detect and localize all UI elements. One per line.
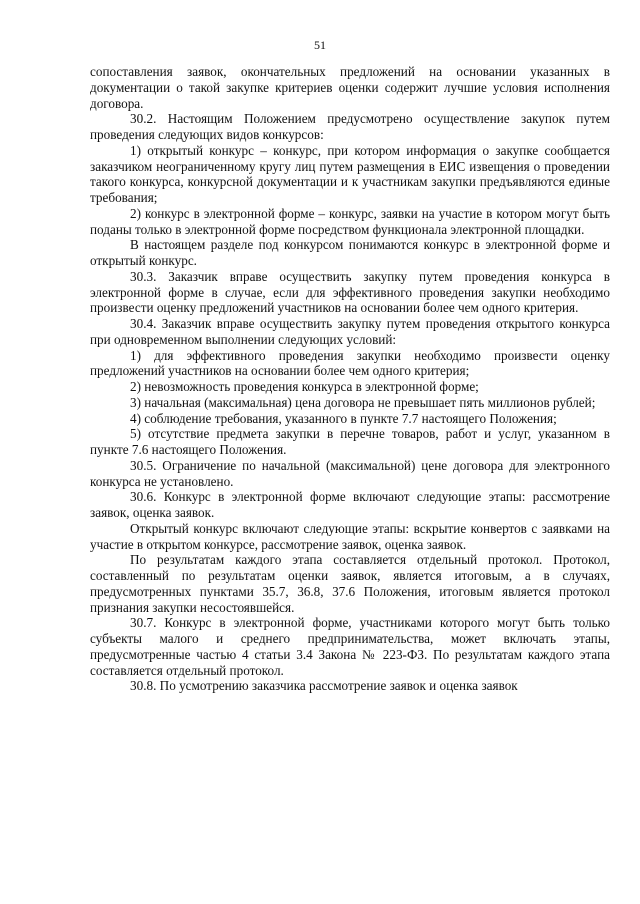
- paragraph: 2) невозможность проведения конкурса в электронной форме;: [130, 379, 479, 394]
- paragraph: 1) для эффективного проведения закупки необходимо произвести оценку предложений участников на основании более чем одного критерия;: [90, 347, 610, 379]
- paragraph: 30.8. По усмотрению заказчика рассмотрение заявок и оценка заявок: [130, 678, 518, 694]
- paragraph: 30.2. Настоящим Положением предусмотрено осуществление закупок путем проведения следующих видов конкурсов:: [90, 111, 610, 142]
- body-text: [90, 64, 610, 694]
- paragraph: сопоставления заявок, окончательных предложений на основании указанных в документации о такой закупке критериев оценки содержит лучшие условия исполнения договора.: [90, 64, 610, 111]
- paragraph: 30.7. Конкурс в электронной форме, участниками которого могут быть только субъекты малого и среднего предпринимательства, может включать этапы, предусмотренные частью 4 статьи 3.4 Закона № 223-ФЗ. По результатам каждого этапа составляется отдельный протокол.: [90, 615, 610, 678]
- paragraph: 2) конкурс в электронной форме – конкурс, заявки на участие в котором могут быть поданы только в электронной форме посредством функционала электронной площадки.: [90, 205, 610, 237]
- paragraph: 30.3. Заказчик вправе осуществить закупку путем проведения конкурса в электронной форме в случае, если для эффективного проведения закупки необходимо произвести оценку предложений участников на основании более чем одного критерия.: [90, 268, 610, 316]
- paragraph: 30.5. Ограничение по начальной (максимальной) цене договора для электронного конкурса не установлено.: [90, 457, 610, 489]
- paragraph: 4) соблюдение требования, указанного в пункте 7.7 настоящего Положения;: [130, 410, 557, 426]
- paragraph: По результатам каждого этапа составляется отдельный протокол. Протокол, составленный по результатам оценки заявок, является итоговым, а в случаях, предусмотренных пунктами 35.7, 36.8, 37.6 Положения, итоговым является протокол признания закупки несостоявшейся.: [90, 552, 610, 615]
- paragraph: 3) начальная (максимальная) цена договора не превышает пять миллионов рублей;: [130, 394, 596, 410]
- paragraph: 5) отсутствие предмета закупки в перечне товаров, работ и услуг, указанном в пункте 7.6 настоящего Положения.: [90, 426, 610, 457]
- paragraph: 1) открытый конкурс – конкурс, при котором информация о закупке сообщается заказчиком неограниченному кругу лиц путем размещения в ЕИС извещения о проведении такого конкурса, конкурсной документации и к участникам закупки предъявляются единые требования;: [90, 142, 610, 205]
- page-number: 51: [314, 38, 326, 52]
- paragraph: В настоящем разделе под конкурсом понимаются конкурс в электронной форме и открытый конкурс.: [90, 237, 610, 268]
- paragraph: 30.4. Заказчик вправе осуществить закупку путем проведения открытого конкурса при одновременном выполнении следующих условий:: [90, 316, 610, 347]
- paragraph: Открытый конкурс включают следующие этапы: вскрытие конвертов с заявками на участие в открытом конкурсе, рассмотрение заявок, оценка заявок.: [90, 520, 610, 552]
- paragraph: 30.6. Конкурс в электронной форме включают следующие этапы: рассмотрение заявок, оценка заявок.: [90, 489, 610, 520]
